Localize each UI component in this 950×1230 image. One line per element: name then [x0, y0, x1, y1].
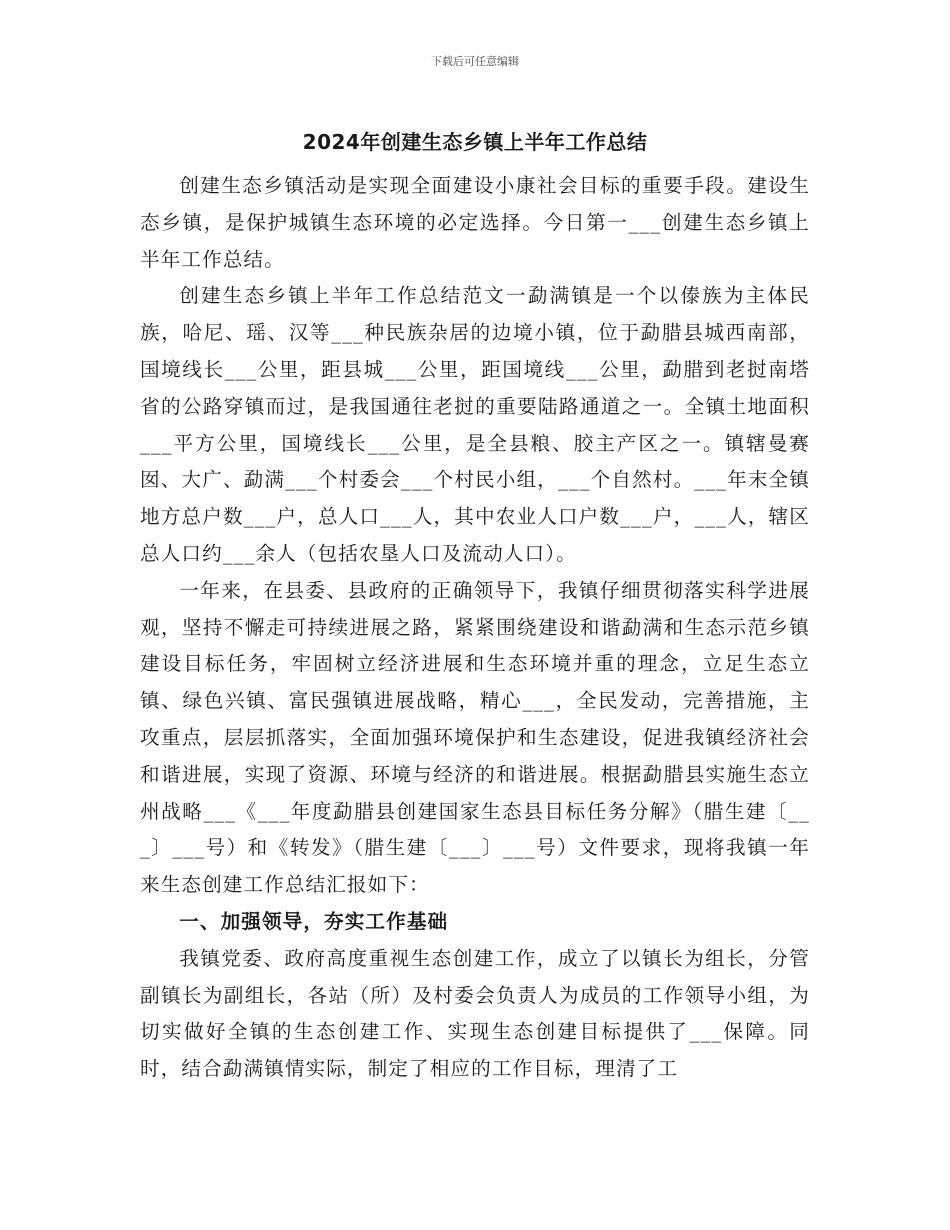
section-heading-leadership: 一、加强领导，夯实工作基础 [179, 909, 449, 933]
document-body [140, 168, 810, 1088]
paragraph-year-review: 一年来，在县委、县政府的正确领导下，我镇仔细贯彻落实科学进展观，坚持不懈走可持续进展之路，紧紧围绕建设和谐勐满和生态示范乡镇建设目标任务，牢固树立经济进展和生态环境并重的理念，立足生态立镇、绿色兴镇、富民强镇进展战略，精心___，全民发动，完善措施，主攻重点，层层抓落实，全面加强环境保护和生态建设，促进我镇经济社会和谐进展，实现了资源、环境与经济的和谐进展。根据勐腊县实施生态立州战略___《___年度勐腊县创建国家生态县目标任务分解》（腊生建〔___〕___号）和《转发》（腊生建〔___〕___号）文件要求，现将我镇一年来生态创建工作总结汇报如下： [140, 578, 810, 897]
paragraph-town-profile: 创建生态乡镇上半年工作总结范文一勐满镇是一个以傣族为主体民族，哈尼、瑶、汉等___种民族杂居的边境小镇，位于勐腊县城西南部，国境线长___公里，距县城___公里，距国境线___公里，勐腊到老挝南塔省的公路穿镇而过，是我国通往老挝的重要陆路通道之一。全镇土地面积___平方公里，国境线长___公里，是全县粮、胶主产区之一。镇辖曼赛囡、大广、勐满___个村委会___个村民小组，___个自然村。___年末全镇地方总户数___户，总人口___人，其中农业人口户数___户，___人，辖区总人口约___余人（包括农垦人口及流动人口）。 [140, 284, 810, 565]
page-header-note: 下载后可任意编辑 [431, 55, 519, 68]
paragraph-leadership: 我镇党委、政府高度重视生态创建工作，成立了以镇长为组长，分管副镇长为副组长，各站（所）及村委会负责人为成员的工作领导小组，为切实做好全镇的生态创建工作、实现生态创建目标提供了___保障。同时，结合勐满镇情实际，制定了相应的工作目标，理清了工 [140, 946, 810, 1081]
paragraph-intro: 创建生态乡镇活动是实现全面建设小康社会目标的重要手段。建设生态乡镇，是保护城镇生态环境的必定选择。今日第一___创建生态乡镇上半年工作总结。 [140, 174, 810, 271]
document-title: 2024年创建生态乡镇上半年工作总结 [302, 130, 648, 154]
